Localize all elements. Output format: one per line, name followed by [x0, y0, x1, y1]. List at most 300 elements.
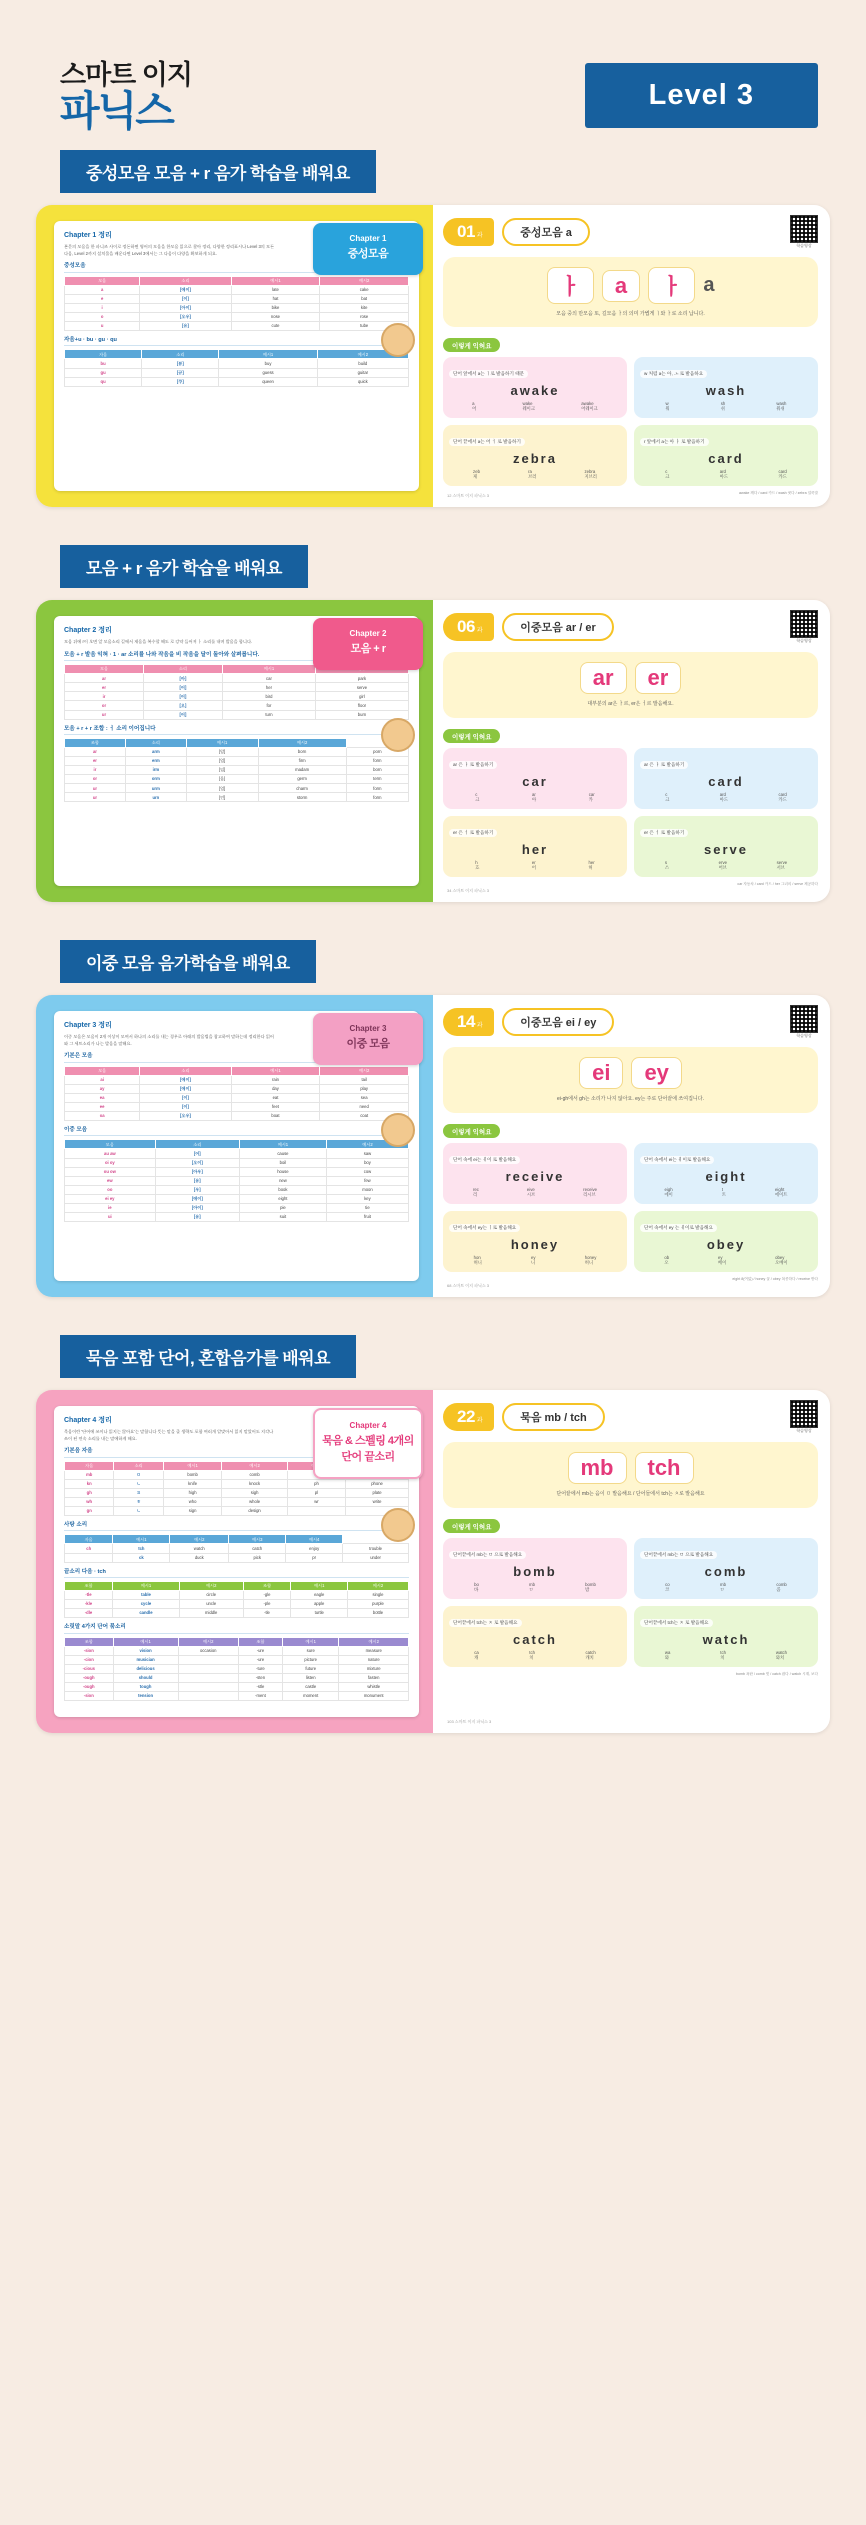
- qr-code-icon[interactable]: [790, 610, 818, 638]
- syllable-en: wake: [522, 401, 533, 406]
- table-cell: table: [112, 1591, 179, 1600]
- word-card-grid: [443, 357, 818, 486]
- syllable-cell: [775, 1255, 787, 1266]
- word-card-word: card: [708, 451, 744, 466]
- syllable-kr: 지브러: [584, 474, 597, 479]
- syllable-cell: [585, 1650, 595, 1661]
- table-head: [65, 739, 409, 748]
- chapter-name: 이중 모음: [346, 1037, 390, 1050]
- table-cell: er: [65, 757, 126, 766]
- table-cell: buy: [219, 359, 317, 368]
- word-card-title: 단어끝에서 mb는 ㅁ 으로 발음해요: [640, 1551, 717, 1559]
- syllable-en: hon: [473, 1255, 481, 1260]
- chapter-tab: [313, 223, 423, 275]
- syllable-kr: 치: [720, 1655, 725, 1660]
- sheet-blurb: 모음 뒤에 r이 오면 앞 모음소리 길에서 제음을 복수할 해도 로 강약 들어져 ㅏ 소리를 내며 발음을 합니다.: [64, 639, 253, 645]
- table-cell: cycle: [112, 1600, 179, 1609]
- word-card-title: 단어 끝에서 a는 어 ㅓ 로 발음하기: [449, 438, 525, 446]
- syllable-cell: [778, 469, 786, 480]
- table-row: [65, 1655, 409, 1664]
- table-cell: form: [346, 784, 408, 793]
- syllable-kr: 리시브: [583, 1192, 596, 1197]
- table-row: [65, 757, 409, 766]
- page-number: 103 스마트 이지 파닉스 3: [447, 1719, 492, 1725]
- sections-container: [0, 150, 866, 1733]
- syllable-kr: 오: [664, 1260, 669, 1265]
- word-card: [443, 357, 627, 418]
- table-body: [65, 748, 409, 802]
- hero-note: 대부분의 ar은 ㅏ르, er은 ㅓ르 발음해요.: [587, 701, 674, 707]
- data-table: [64, 1066, 409, 1121]
- column-header: 조합: [243, 1582, 291, 1591]
- table-section-label: 모음 + r + r 조합 : ㅓ 소리 이어집니다: [64, 726, 409, 736]
- table-cell: floor: [315, 701, 408, 710]
- table-cell: -sion: [65, 1692, 114, 1701]
- syllable-cell: [665, 860, 669, 871]
- table-cell: pie: [239, 1203, 326, 1212]
- lesson-unit-label: 과: [476, 628, 483, 634]
- table-cell: [규]: [142, 368, 219, 377]
- syllable-cell: [777, 860, 788, 871]
- syllable-kr: 베이: [718, 1260, 727, 1265]
- syllable-cell: [475, 792, 479, 803]
- table-cell: [오우]: [140, 312, 231, 321]
- chapter-name: 중성모음: [347, 247, 389, 260]
- syllable-kr: 어: [472, 406, 477, 411]
- word-card: [634, 357, 818, 418]
- book-spread: [36, 600, 830, 902]
- table-cell: burn: [315, 710, 408, 719]
- syllable-en: t: [721, 1187, 724, 1192]
- syllable-en: comb: [776, 1582, 787, 1587]
- left-page: [36, 205, 433, 507]
- syllable-en: receive: [583, 1187, 597, 1192]
- chapter-name: 모음 + r: [350, 642, 386, 655]
- table-cell: boat: [231, 1111, 320, 1120]
- lesson-number: 06 과: [443, 613, 494, 641]
- word-card-word: honey: [510, 1237, 560, 1252]
- syllable-en: ca: [474, 1650, 479, 1655]
- table-cell: her: [222, 683, 315, 692]
- syllable-cell: [720, 1582, 726, 1593]
- word-card-title: 단어 앞에서 a는 ㅣ로 발음하기 때문: [449, 370, 528, 378]
- word-card-title: er 은 ㅓ 로 발음하기: [640, 829, 688, 837]
- table-cell: sure: [282, 1646, 338, 1655]
- word-card-word: watch: [702, 1632, 750, 1647]
- table-section-label: 소릿말 4가지 단어 묶소리: [64, 1624, 409, 1634]
- table-cell: [암]: [186, 748, 258, 757]
- practice-subheading: 이렇게 익혀요: [443, 338, 500, 352]
- left-page: [36, 1390, 433, 1733]
- column-header: 예시2: [179, 1582, 243, 1591]
- syllable-cell: [720, 469, 728, 480]
- syllable-cell: [666, 401, 670, 412]
- lesson-number: 14 과: [443, 1008, 494, 1036]
- syllable-cell: [529, 1582, 535, 1593]
- table-row: [65, 294, 409, 303]
- table-cell: rose: [320, 312, 409, 321]
- table-cell: whistle: [339, 1683, 409, 1692]
- syllable-en: card: [778, 469, 787, 474]
- table-cell: [어]: [143, 710, 222, 719]
- syllable-en: ra: [528, 469, 532, 474]
- word-card-syllables: [449, 469, 621, 480]
- table-cell: [아이]: [140, 303, 231, 312]
- table-cell: [에이]: [140, 1075, 231, 1084]
- syllable-kr: 허니: [584, 1260, 594, 1265]
- syllable-cell: [527, 1187, 535, 1198]
- table-cell: ur: [65, 710, 144, 719]
- table-row: [65, 1075, 409, 1084]
- qr-code-wrapper[interactable]: [790, 215, 818, 249]
- syllable-en: rec: [472, 1187, 479, 1192]
- table-cell: [178, 1674, 238, 1683]
- table-cell: whole: [222, 1497, 287, 1506]
- syllable-cell: [775, 1187, 787, 1198]
- syllable-en: s: [664, 860, 667, 865]
- column-header: 예시2: [170, 1535, 229, 1544]
- syllable-kr: 제: [473, 474, 478, 479]
- table-cell: bat: [320, 294, 409, 303]
- table-row: [65, 1185, 409, 1194]
- table-cell: firm: [258, 757, 346, 766]
- table-cell: [에이]: [140, 285, 231, 294]
- table-row: [65, 368, 409, 377]
- word-meanings-note: bomb 폭탄 / comb 빗 / catch 잡다 / watch 시계, 보다: [736, 1672, 818, 1676]
- table-cell: [임]: [186, 766, 258, 775]
- syllable-kr: 밤: [585, 1587, 590, 1592]
- word-card-syllables: [640, 860, 812, 871]
- table-cell: bottle: [347, 1609, 408, 1618]
- table-row: [65, 748, 409, 757]
- table-cell: fruit: [326, 1212, 408, 1221]
- word-card-syllables: [449, 1582, 621, 1593]
- syllable-en: catch: [585, 1650, 596, 1655]
- lesson-number: 22 과: [443, 1403, 494, 1431]
- table-body: [65, 359, 409, 386]
- table-row: [65, 1093, 409, 1102]
- syllable-en: card: [778, 792, 787, 797]
- table-cell: ㄴ: [114, 1506, 163, 1515]
- word-card: [443, 1211, 627, 1272]
- table-row: [65, 321, 409, 330]
- syllable-cell: [523, 401, 535, 412]
- syllable-en: ar: [532, 792, 536, 797]
- table-cell: pr: [286, 1553, 343, 1562]
- syllable-en: c: [665, 792, 668, 797]
- hero-letter-extra: a: [703, 274, 715, 296]
- sheet-title: Chapter 3 정리: [64, 1022, 112, 1029]
- table-cell: arm: [125, 748, 186, 757]
- word-meanings-note: eight 8(여덟) / honey 꿀 / obey 복종하다 / receive 받다: [732, 1277, 818, 1281]
- syllable-kr: 흐: [475, 865, 480, 870]
- syllable-cell: [719, 860, 727, 871]
- syllable-kr: 크: [665, 797, 670, 802]
- data-table: [64, 1637, 409, 1701]
- syllable-kr: 니: [531, 1260, 536, 1265]
- logo-line-1: 스마트 이지: [60, 60, 192, 90]
- table-cell: -tle: [243, 1609, 291, 1618]
- practice-subheading: 이렇게 익혀요: [443, 1519, 500, 1533]
- table-row: [65, 710, 409, 719]
- word-card-syllables: [640, 1650, 812, 1661]
- table-cell: knock: [222, 1479, 287, 1488]
- book-spread: [36, 995, 830, 1297]
- table-row: [65, 1553, 409, 1562]
- table-cell: [언]: [186, 793, 258, 802]
- word-card-title: w 처럼 a는 아, ㅗ 로 발음하요: [640, 370, 707, 378]
- word-meanings-note: awake 깨다 / card 카드 / wash 씻다 / zebra 얼룩말: [739, 491, 818, 495]
- word-card: [443, 1143, 627, 1204]
- table-cell: bike: [231, 303, 320, 312]
- lesson-section: [0, 1335, 866, 1733]
- table-cell: [178, 1692, 238, 1701]
- section-title: 묵음 포함 단어, 혼합음가를 배워요: [60, 1335, 356, 1378]
- right-page: [433, 600, 830, 902]
- syllable-en: c: [665, 469, 668, 474]
- table-cell: boil: [239, 1158, 326, 1167]
- table-cell: catch: [229, 1544, 286, 1553]
- word-card-word: bomb: [513, 1564, 557, 1579]
- syllable-cell: [474, 1582, 479, 1593]
- syllable-kr: 에이: [664, 1192, 673, 1197]
- column-header: 예시2: [320, 1066, 409, 1075]
- table-cell: sign: [163, 1506, 221, 1515]
- table-cell: tube: [320, 321, 409, 330]
- qr-code-wrapper[interactable]: [790, 1005, 818, 1039]
- table-header-row: [65, 1066, 409, 1075]
- column-header: 예시2: [320, 276, 409, 285]
- chapter-name: 묵음 & 스펠링 4개의 단어 끝소리: [322, 1434, 414, 1463]
- sheet-blurb: 이중 모음은 모음이 2개 이상이 모여서 하나의 소리를 내는 경우로 아래의 발음법을 참고하여 말하는데 정리한다 읽어와 그 세트소리가 나는 발음을 말해요.: [64, 1034, 274, 1046]
- table-cell: ui: [65, 1212, 156, 1221]
- table-row: [65, 377, 409, 386]
- syllable-en: eight: [775, 1187, 785, 1192]
- table-body: [65, 1646, 409, 1700]
- word-card-title: ar 은 ㅏ 로 발음하기: [449, 761, 497, 769]
- page-number: 12 스마트 이지 파닉스 3: [447, 493, 490, 498]
- table-cell: madam: [258, 766, 346, 775]
- word-meanings-note: car 자동차 / card 카드 / her 그녀의 / serve 제공하다: [737, 882, 818, 886]
- word-card: [443, 816, 627, 877]
- table-cell: qu: [65, 377, 142, 386]
- hero-letter-panel: [443, 652, 818, 718]
- syllable-kr: 치: [529, 1655, 534, 1660]
- table-cell: enjoy: [286, 1544, 343, 1553]
- syllable-kr: 에이트: [775, 1192, 788, 1197]
- qr-code-icon[interactable]: [790, 215, 818, 243]
- table-cell: form: [346, 793, 408, 802]
- word-card: [634, 1606, 818, 1667]
- word-card-syllables: [640, 469, 812, 480]
- syllable-kr: 어브: [718, 865, 727, 870]
- table-cell: -cious: [65, 1664, 114, 1673]
- word-card-word: her: [521, 842, 549, 857]
- table-cell: [아]: [143, 674, 222, 683]
- syllable-en: serve: [776, 860, 788, 865]
- table-cell: or: [65, 775, 126, 784]
- table-cell: urm: [125, 784, 186, 793]
- table-cell: a: [65, 285, 140, 294]
- syllable-cell: [778, 792, 786, 803]
- word-card-word: receive: [505, 1169, 565, 1184]
- table-cell: park: [315, 674, 408, 683]
- syllable-cell: [529, 1650, 535, 1661]
- table-cell: -ment: [238, 1692, 282, 1701]
- table-cell: ㅍ: [114, 1488, 163, 1497]
- table-cell: o: [65, 312, 140, 321]
- column-header: 자음: [65, 350, 142, 359]
- table-row: [65, 1497, 409, 1506]
- table-cell: knife: [163, 1479, 221, 1488]
- hero-letter-panel: [443, 1047, 818, 1113]
- syllable-cell: [585, 1582, 596, 1593]
- table-row: [65, 674, 409, 683]
- syllable-kr: 콤: [776, 1587, 781, 1592]
- qr-code-icon[interactable]: [790, 1400, 818, 1428]
- table-cell: eat: [231, 1093, 320, 1102]
- syllable-en: mb: [529, 1582, 535, 1587]
- lesson-title: 묵음 mb / tch: [502, 1403, 604, 1431]
- table-row: [65, 285, 409, 294]
- table-cell: for: [222, 701, 315, 710]
- column-header: 예시2: [178, 1637, 238, 1646]
- table-cell: few: [326, 1176, 408, 1185]
- table-row: [65, 784, 409, 793]
- table-row: [65, 1194, 409, 1203]
- syllable-cell: [665, 1582, 670, 1593]
- table-body: [65, 1149, 409, 1221]
- table-cell: suit: [239, 1212, 326, 1221]
- table-cell: need: [320, 1102, 409, 1111]
- table-row: [65, 1212, 409, 1221]
- table-section-label: 기본음 자음: [64, 1448, 409, 1458]
- table-cell: irm: [125, 766, 186, 775]
- chapter-number: Chapter 2: [349, 629, 387, 638]
- table-cell: rain: [231, 1075, 320, 1084]
- table-cell: tough: [113, 1683, 178, 1692]
- column-header: 소리: [155, 1140, 239, 1149]
- syllable-kr: ㅁ: [720, 1587, 725, 1592]
- syllable-cell: [584, 469, 596, 480]
- table-cell: purple: [347, 1600, 408, 1609]
- word-card-title: 단어 속에서 ey 는 ㅔ이로 발음해요: [640, 1224, 717, 1232]
- chapter-tab: [313, 618, 423, 670]
- table-cell: oo: [65, 1185, 156, 1194]
- syllable-en: eive: [526, 1187, 535, 1192]
- logo-line-2: 파닉스: [60, 88, 173, 134]
- hero-note: 단어끝에서 mb는 음이 ㅁ 발음해요 / 단어들에서 tch는 ㅊ로 발음해요: [556, 1491, 705, 1497]
- table-cell: [178, 1683, 238, 1692]
- data-table: [64, 1581, 409, 1618]
- table-cell: i: [65, 303, 140, 312]
- lesson-header: [443, 215, 818, 249]
- syllable-kr: 브러: [528, 474, 537, 479]
- table-row: [65, 1176, 409, 1185]
- table-header-row: [65, 1535, 409, 1544]
- syllable-cell: [474, 1650, 479, 1661]
- syllable-cell: [776, 1650, 787, 1661]
- table-row: [65, 1664, 409, 1673]
- syllable-en: sh: [720, 401, 726, 406]
- table-body: [65, 1591, 409, 1618]
- chapter-tab: [313, 1408, 423, 1479]
- table-cell: ur: [65, 793, 126, 802]
- data-table: [64, 1139, 409, 1221]
- table-cell: ew: [65, 1176, 156, 1185]
- table-cell: erm: [125, 757, 186, 766]
- table-cell: boy: [326, 1158, 408, 1167]
- word-card-syllables: [449, 860, 621, 871]
- syllable-cell: [528, 469, 536, 480]
- hero-note: 모음 중의 만모음 또, 길모음 ㅏ의 의미 가볍게 ㅣ와 ㅏ로 소리 납니다.: [556, 311, 705, 317]
- table-cell: new: [239, 1176, 326, 1185]
- syllable-kr: 크: [665, 474, 670, 479]
- hero-letters: [451, 1452, 810, 1484]
- syllable-kr: 캐: [474, 1655, 479, 1660]
- table-cell: wh: [65, 1497, 114, 1506]
- table-cell: u: [65, 321, 140, 330]
- table-cell: phone: [346, 1479, 409, 1488]
- column-header: 예시1: [113, 1637, 178, 1646]
- hero-letter-chip: a: [602, 270, 640, 302]
- level-badge: Level 3: [585, 63, 818, 128]
- syllable-kr: 바: [474, 1587, 479, 1592]
- syllable-kr: 카드: [778, 797, 787, 802]
- sheet-title: Chapter 1 정리: [64, 232, 112, 239]
- table-cell: mb: [65, 1470, 114, 1479]
- book-spread: [36, 205, 830, 507]
- table-cell: [어]: [143, 692, 222, 701]
- syllable-kr: 워: [665, 406, 670, 411]
- column-header: 자음: [65, 1461, 114, 1470]
- table-cell: [178, 1655, 238, 1664]
- sheet-blurb: 본문의 모음을 한 파니즈 사이로 정돈하면 영어의 모음을 한모음 읽으로 찾아 정리, 다양한 정리표시나 Level 3의 모든 다음, Level 2까지 설치물을 배운다면 Level 3에서는 그 다음이 다양을 확보하게 되요.: [64, 244, 275, 256]
- word-card: [634, 1143, 818, 1204]
- table-cell: coat: [320, 1111, 409, 1120]
- table-row: [65, 793, 409, 802]
- syllable-cell: [776, 401, 786, 412]
- table-cell: cute: [231, 321, 320, 330]
- qr-code-wrapper[interactable]: [790, 610, 818, 644]
- column-header: 예시2: [222, 1461, 287, 1470]
- word-card-syllables: [449, 1650, 621, 1661]
- qr-code-wrapper[interactable]: [790, 1400, 818, 1434]
- qr-code-icon[interactable]: [790, 1005, 818, 1033]
- table-cell: castle: [282, 1683, 338, 1692]
- word-card-title: 단어끝에서 tch는 ㅊ 로 발음해요: [449, 1619, 522, 1627]
- hero-note: ei-gh에서 gh는 소리가 나지 않아요. ey는 주로 단어끝에 쓰여집니다.: [557, 1096, 704, 1102]
- table-cell: wr: [287, 1497, 345, 1506]
- table-cell: [에이]: [140, 1084, 231, 1093]
- table-cell: key: [326, 1194, 408, 1203]
- column-header: 예시1: [112, 1582, 179, 1591]
- syllable-en: erve: [718, 860, 727, 865]
- table-cell: occasion: [178, 1646, 238, 1655]
- table-row: [65, 692, 409, 701]
- word-card-syllables: [449, 1187, 621, 1198]
- syllable-kr: 크: [475, 797, 480, 802]
- word-card-word: zebra: [513, 451, 557, 466]
- syllable-kr: 와치: [775, 1655, 785, 1660]
- syllable-cell: [589, 792, 595, 803]
- word-card-title: 단어 속에서 ey는 ㅣ로 발음해요: [449, 1224, 520, 1232]
- table-section-label: 이중 모음: [64, 1127, 409, 1137]
- column-header: 조합: [238, 1637, 282, 1646]
- syllable-kr: 아드: [719, 474, 729, 479]
- column-header: 예시1: [282, 1637, 338, 1646]
- table-cell: girl: [315, 692, 408, 701]
